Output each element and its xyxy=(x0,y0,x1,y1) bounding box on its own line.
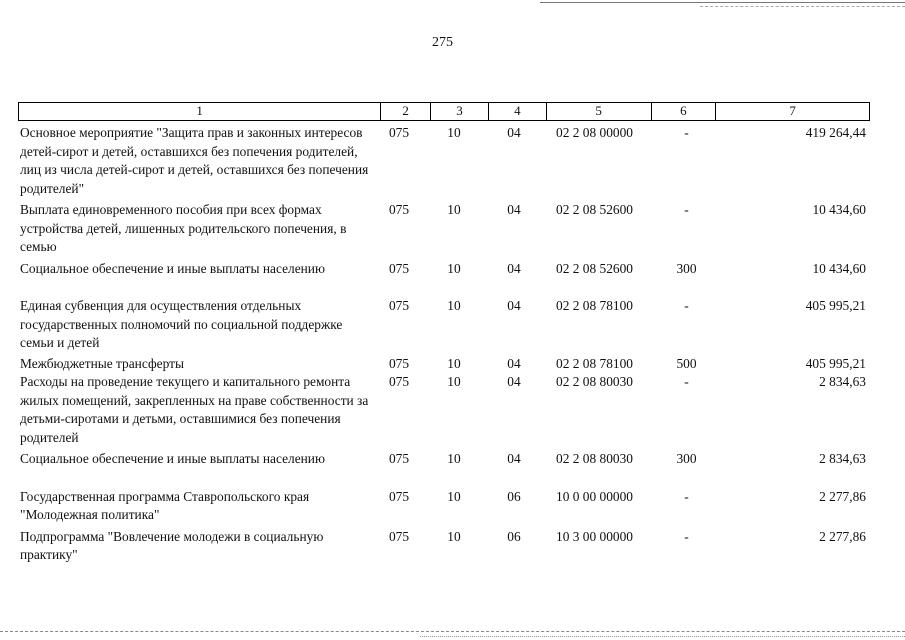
row-col-3: 10 xyxy=(447,451,461,466)
row-col-7: 405 995,21 xyxy=(805,298,866,313)
row-col-6: 500 xyxy=(676,355,697,371)
row-name: Подпрограмма "Вовлечение молодежи в социальную практику" xyxy=(20,528,324,562)
row-col-3: 10 xyxy=(447,488,461,504)
row-col-7: 2 834,63 xyxy=(819,374,866,389)
row-col-4: 04 xyxy=(507,451,521,466)
row-col-4: 04 xyxy=(507,298,521,313)
scan-artifact-top-dashed xyxy=(700,6,905,7)
row-col-4: 04 xyxy=(507,374,521,389)
row-col-7: 405 995,21 xyxy=(805,355,866,371)
row-col-3: 10 xyxy=(447,260,461,276)
table-row xyxy=(18,373,870,447)
row-col-5: 02 2 08 52600 xyxy=(556,260,633,276)
row-col-4: 04 xyxy=(507,202,521,217)
row-col-5: 02 2 08 52600 xyxy=(556,202,633,217)
row-col-6: - xyxy=(684,298,689,313)
page-number: 275 xyxy=(432,35,453,50)
row-col-7: 2 277,86 xyxy=(819,488,866,504)
header-col-4: 4 xyxy=(488,103,546,120)
row-col-2: 075 xyxy=(388,260,410,276)
table-row xyxy=(18,260,870,279)
row-name: Основное мероприятие "Защита прав и законных интересов детей-сирот и детей, оставшихся без попечения родителей, лиц из числа детей-сирот и детей, оставшихся без попечения родителей" xyxy=(20,125,369,196)
row-col-5: 02 2 08 00000 xyxy=(556,125,633,140)
table-row xyxy=(18,355,870,374)
header-col-7: 7 xyxy=(715,103,869,120)
table-row xyxy=(18,488,870,525)
row-col-6: - xyxy=(684,374,689,389)
table-row xyxy=(18,528,870,565)
scan-artifact-top xyxy=(540,2,905,3)
row-col-5: 10 3 00 00000 xyxy=(556,528,633,544)
table-row xyxy=(18,297,870,353)
budget-table xyxy=(18,102,870,565)
row-col-2: 075 xyxy=(388,451,410,466)
row-col-5: 02 2 08 80030 xyxy=(556,374,633,389)
row-col-6: 300 xyxy=(676,260,697,276)
row-col-7: 2 834,63 xyxy=(819,451,866,466)
row-col-3: 10 xyxy=(447,202,461,217)
scan-artifact-bottom-dotted xyxy=(420,636,905,637)
row-name: Единая субвенция для осуществления отдельных государственных полномочий по социальной поддержке семьи и детей xyxy=(20,298,343,350)
row-col-7: 2 277,86 xyxy=(819,528,866,544)
row-name: Социальное обеспечение и иные выплаты населению xyxy=(20,260,325,276)
table-row xyxy=(18,124,870,198)
row-col-3: 10 xyxy=(447,125,461,140)
row-col-6: - xyxy=(684,528,689,544)
row-col-2: 075 xyxy=(388,125,410,140)
row-name: Межбюджетные трансферты xyxy=(20,355,184,371)
row-col-4: 04 xyxy=(507,355,521,371)
table-header-row xyxy=(18,102,870,121)
row-name: Государственная программа Ставропольского края "Молодежная политика" xyxy=(20,488,310,522)
row-col-7: 10 434,60 xyxy=(812,260,866,276)
row-name: Выплата единовременного пособия при всех формах устройства детей, лишенных родительского попечения, в семью xyxy=(20,202,347,254)
row-col-4: 04 xyxy=(507,125,521,140)
row-col-7: 419 264,44 xyxy=(805,125,866,140)
header-col-2: 2 xyxy=(380,103,430,120)
row-col-2: 075 xyxy=(388,528,410,544)
row-col-4: 06 xyxy=(507,528,521,544)
row-col-4: 04 xyxy=(507,260,521,276)
row-col-6: 300 xyxy=(676,451,697,466)
row-name: Расходы на проведение текущего и капитального ремонта жилых помещений, закрепленных на праве собственности за детьми-сиротами и детьми, оставшимися без попечения родителей xyxy=(20,374,369,445)
row-col-5: 02 2 08 80030 xyxy=(556,451,633,466)
scan-artifact-bottom xyxy=(0,631,905,632)
table-row xyxy=(18,450,870,469)
row-col-3: 10 xyxy=(447,374,461,389)
table-row xyxy=(18,201,870,257)
row-col-7: 10 434,60 xyxy=(812,202,866,217)
row-col-2: 075 xyxy=(388,488,410,504)
row-col-2: 075 xyxy=(388,298,410,313)
row-col-2: 075 xyxy=(388,355,410,371)
header-col-6: 6 xyxy=(651,103,716,120)
row-col-2: 075 xyxy=(388,202,410,217)
row-name: Социальное обеспечение и иные выплаты населению xyxy=(20,451,325,466)
row-col-6: - xyxy=(684,202,689,217)
header-col-1: 1 xyxy=(196,103,203,118)
row-col-5: 02 2 08 78100 xyxy=(556,298,633,313)
row-col-3: 10 xyxy=(447,298,461,313)
row-col-2: 075 xyxy=(388,374,410,389)
row-col-5: 10 0 00 00000 xyxy=(556,488,633,504)
row-col-3: 10 xyxy=(447,355,461,371)
header-col-5: 5 xyxy=(546,103,651,120)
row-col-5: 02 2 08 78100 xyxy=(556,355,633,371)
row-col-6: - xyxy=(684,125,689,140)
row-col-3: 10 xyxy=(447,528,461,544)
header-col-3: 3 xyxy=(430,103,488,120)
row-col-6: - xyxy=(684,488,689,504)
row-col-4: 06 xyxy=(507,488,521,504)
